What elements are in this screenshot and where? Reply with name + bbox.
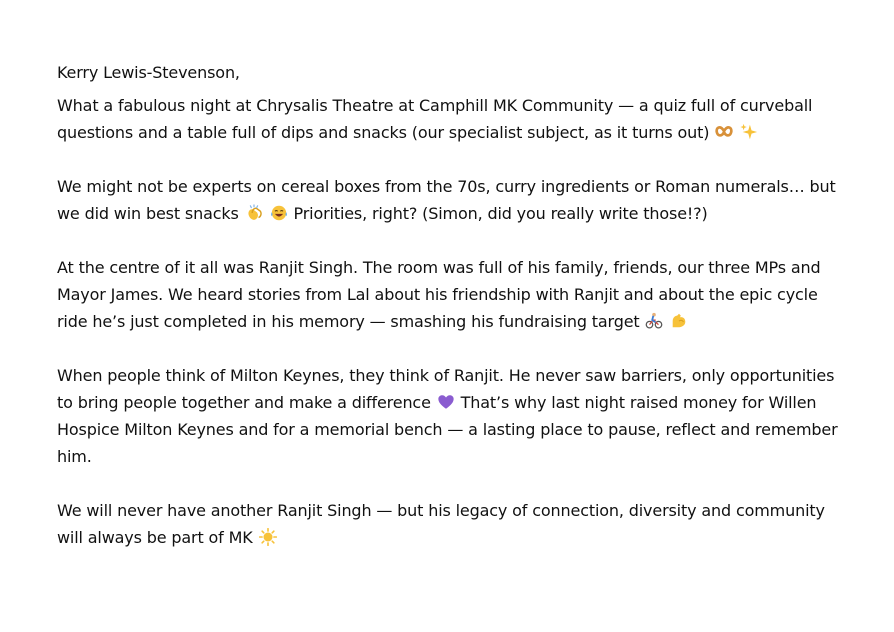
tears-of-joy-face-icon [270, 204, 288, 222]
flexed-biceps-icon [670, 312, 688, 330]
pretzel-icon [715, 123, 733, 141]
paragraph-ranjit [57, 254, 847, 335]
person-biking-icon [645, 312, 663, 330]
paragraph-text: When people think of Milton Keynes, they think of Ranjit. He never saw barriers, only opportunities to bring people together and make a difference [57, 366, 835, 412]
paragraph-text: We will never have another Ranjit Singh — but his legacy of connection, diversity and community will always be part of MK [57, 501, 825, 547]
message-body [57, 59, 847, 578]
paragraph-milton-keynes [57, 362, 847, 470]
greeting: Kerry Lewis-Stevenson, [57, 63, 240, 82]
paragraph-quiz-night [57, 92, 847, 146]
paragraph-text: We might not be experts on cereal boxes from the 70s, curry ingredients or Roman numerals… but we did win best snacks [57, 177, 836, 223]
purple-heart-icon [437, 393, 455, 411]
paragraph-snacks [57, 173, 847, 227]
paragraph-text: At the centre of it all was Ranjit Singh. The room was full of his family, friends, our three MPs and Mayor James. We heard stories from Lal about his friendship with Ranjit and about the epic cycle ride he’s just completed in his memory — smashing his fundraising target [57, 258, 821, 331]
sun-icon [259, 528, 277, 546]
paragraph-text: That’s why last night raised money for Willen Hospice Milton Keynes and for a memorial bench — a lasting place to pause, reflect and remember him. [57, 393, 838, 466]
sparkles-icon [740, 123, 758, 141]
paragraph-legacy [57, 497, 847, 551]
paragraph-text: Priorities, right? (Simon, did you really write those!?) [293, 204, 708, 223]
clapping-hands-icon [245, 204, 263, 222]
paragraph-text: What a fabulous night at Chrysalis Theatre at Camphill MK Community — a quiz full of curveball questions and a table full of dips and snacks (our specialist subject, as it turns out) [57, 96, 813, 142]
